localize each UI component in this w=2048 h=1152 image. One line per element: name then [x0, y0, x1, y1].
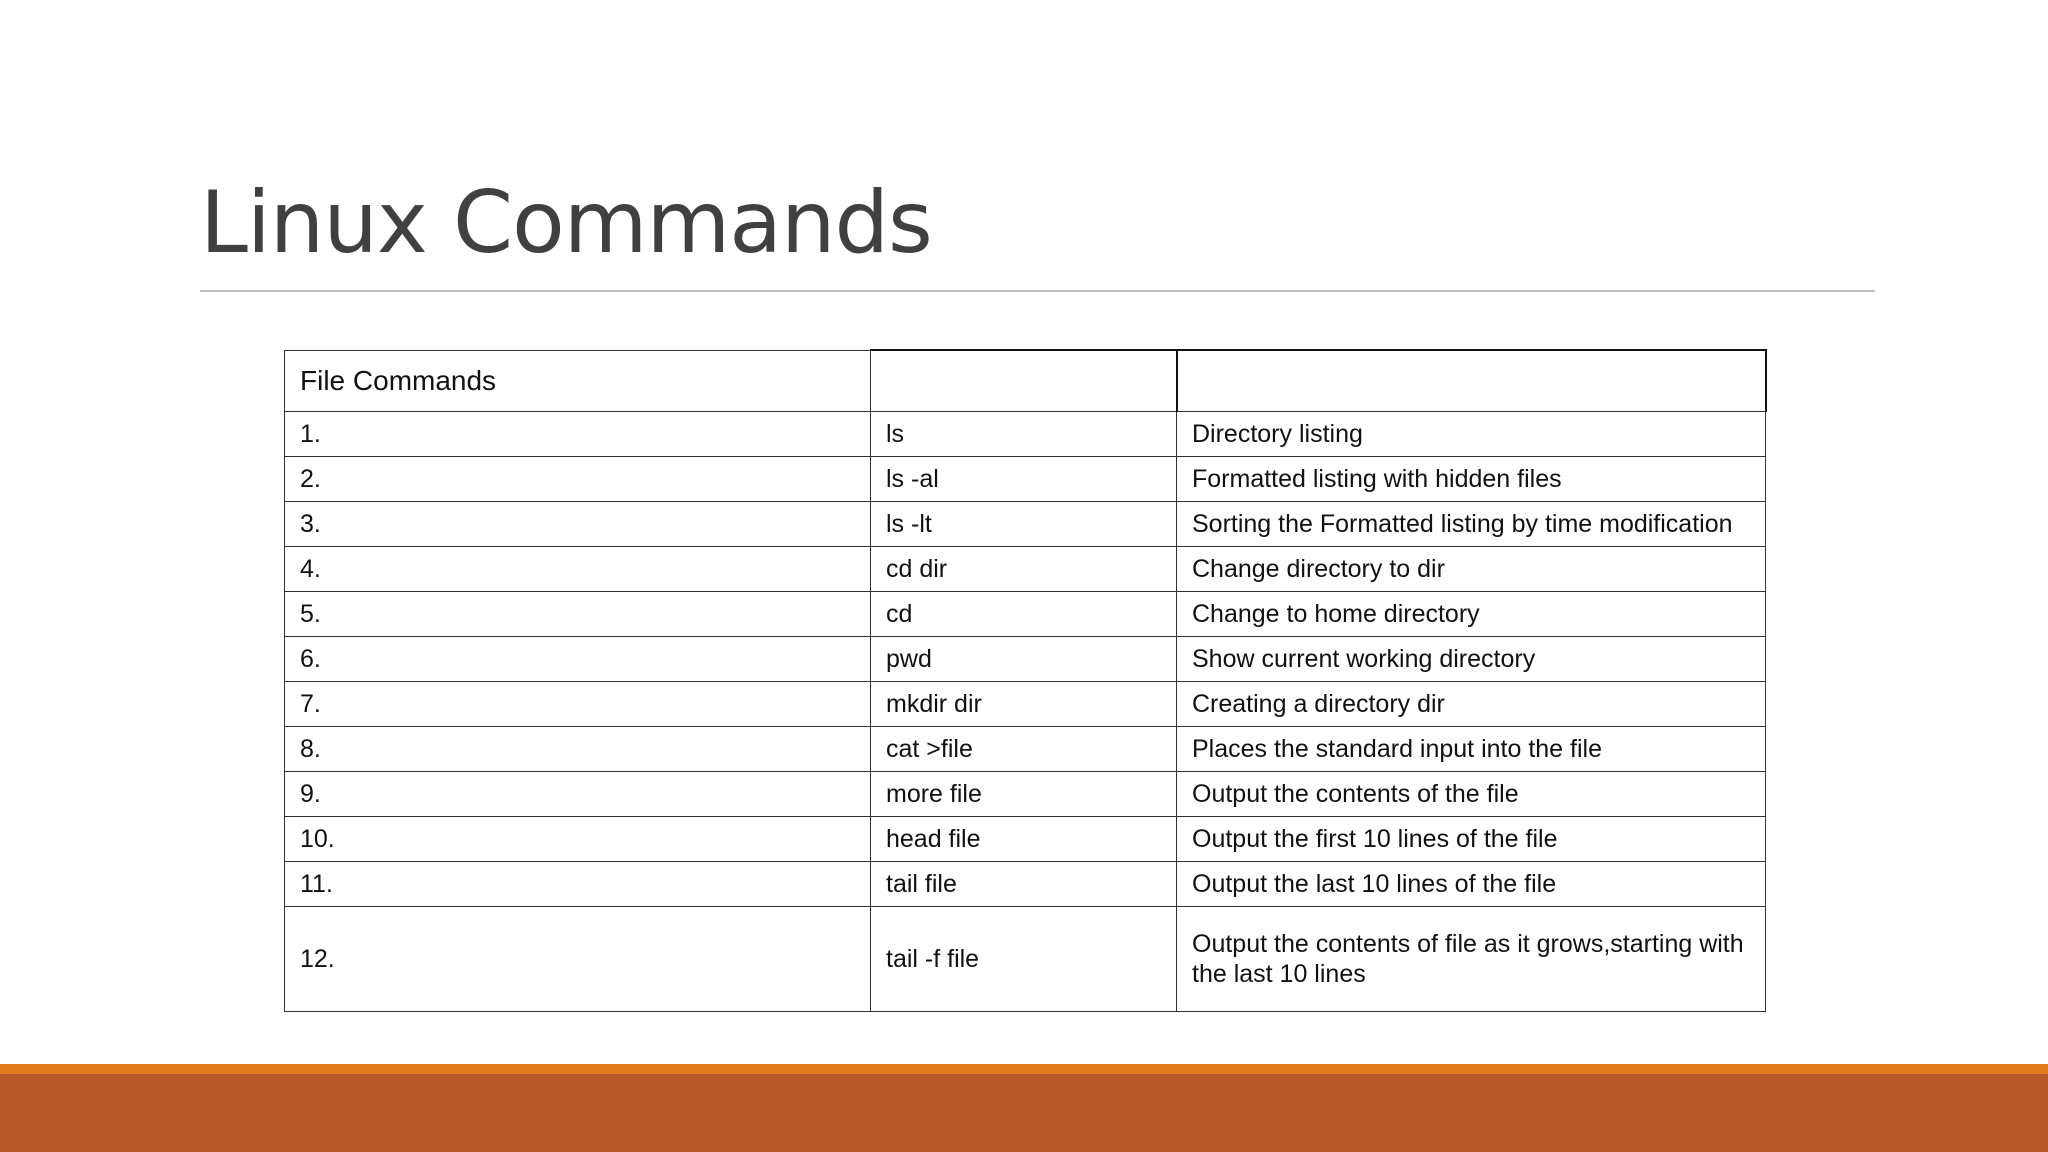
command-cell: tail file [871, 862, 1177, 907]
table-row [285, 592, 1766, 637]
footer-accent-stripe [0, 1064, 2048, 1074]
row-number: 2. [285, 457, 871, 502]
row-number: 6. [285, 637, 871, 682]
description-cell: Show current working directory [1177, 637, 1766, 682]
table-row [285, 637, 1766, 682]
table-header-cell: File Commands [285, 350, 871, 412]
command-cell: pwd [871, 637, 1177, 682]
command-cell: ls -lt [871, 502, 1177, 547]
command-cell: ls [871, 412, 1177, 457]
command-cell: cd dir [871, 547, 1177, 592]
table-row [285, 682, 1766, 727]
table-row [285, 727, 1766, 772]
description-cell: Output the contents of file as it grows,starting with the last 10 lines [1177, 907, 1766, 1012]
description-cell: Change to home directory [1177, 592, 1766, 637]
row-number: 10. [285, 817, 871, 862]
table-row [285, 907, 1766, 1012]
description-cell: Directory listing [1177, 412, 1766, 457]
title-divider [200, 290, 1875, 292]
description-cell: Output the first 10 lines of the file [1177, 817, 1766, 862]
description-cell: Sorting the Formatted listing by time modification [1177, 502, 1766, 547]
table-header-row [285, 350, 1766, 412]
row-number: 12. [285, 907, 871, 1012]
row-number: 4. [285, 547, 871, 592]
row-number: 8. [285, 727, 871, 772]
row-number: 1. [285, 412, 871, 457]
empty-header-cell [1177, 350, 1766, 412]
table-row [285, 502, 1766, 547]
description-cell: Change directory to dir [1177, 547, 1766, 592]
table-row [285, 457, 1766, 502]
description-cell: Output the last 10 lines of the file [1177, 862, 1766, 907]
file-commands-table [284, 349, 1767, 1012]
table-row [285, 772, 1766, 817]
row-number: 5. [285, 592, 871, 637]
command-cell: mkdir dir [871, 682, 1177, 727]
description-cell: Creating a directory dir [1177, 682, 1766, 727]
description-cell: Output the contents of the file [1177, 772, 1766, 817]
description-cell: Places the standard input into the file [1177, 727, 1766, 772]
row-number: 11. [285, 862, 871, 907]
command-cell: head file [871, 817, 1177, 862]
empty-header-cell [871, 350, 1177, 412]
row-number: 7. [285, 682, 871, 727]
table-row [285, 817, 1766, 862]
footer-band [0, 1074, 2048, 1152]
command-cell: cd [871, 592, 1177, 637]
table-row [285, 412, 1766, 457]
table-row [285, 862, 1766, 907]
row-number: 3. [285, 502, 871, 547]
slide-title: Linux Commands [200, 173, 932, 273]
description-cell: Formatted listing with hidden files [1177, 457, 1766, 502]
table-row [285, 547, 1766, 592]
command-cell: tail -f file [871, 907, 1177, 1012]
command-cell: cat >file [871, 727, 1177, 772]
row-number: 9. [285, 772, 871, 817]
command-cell: more file [871, 772, 1177, 817]
command-cell: ls -al [871, 457, 1177, 502]
